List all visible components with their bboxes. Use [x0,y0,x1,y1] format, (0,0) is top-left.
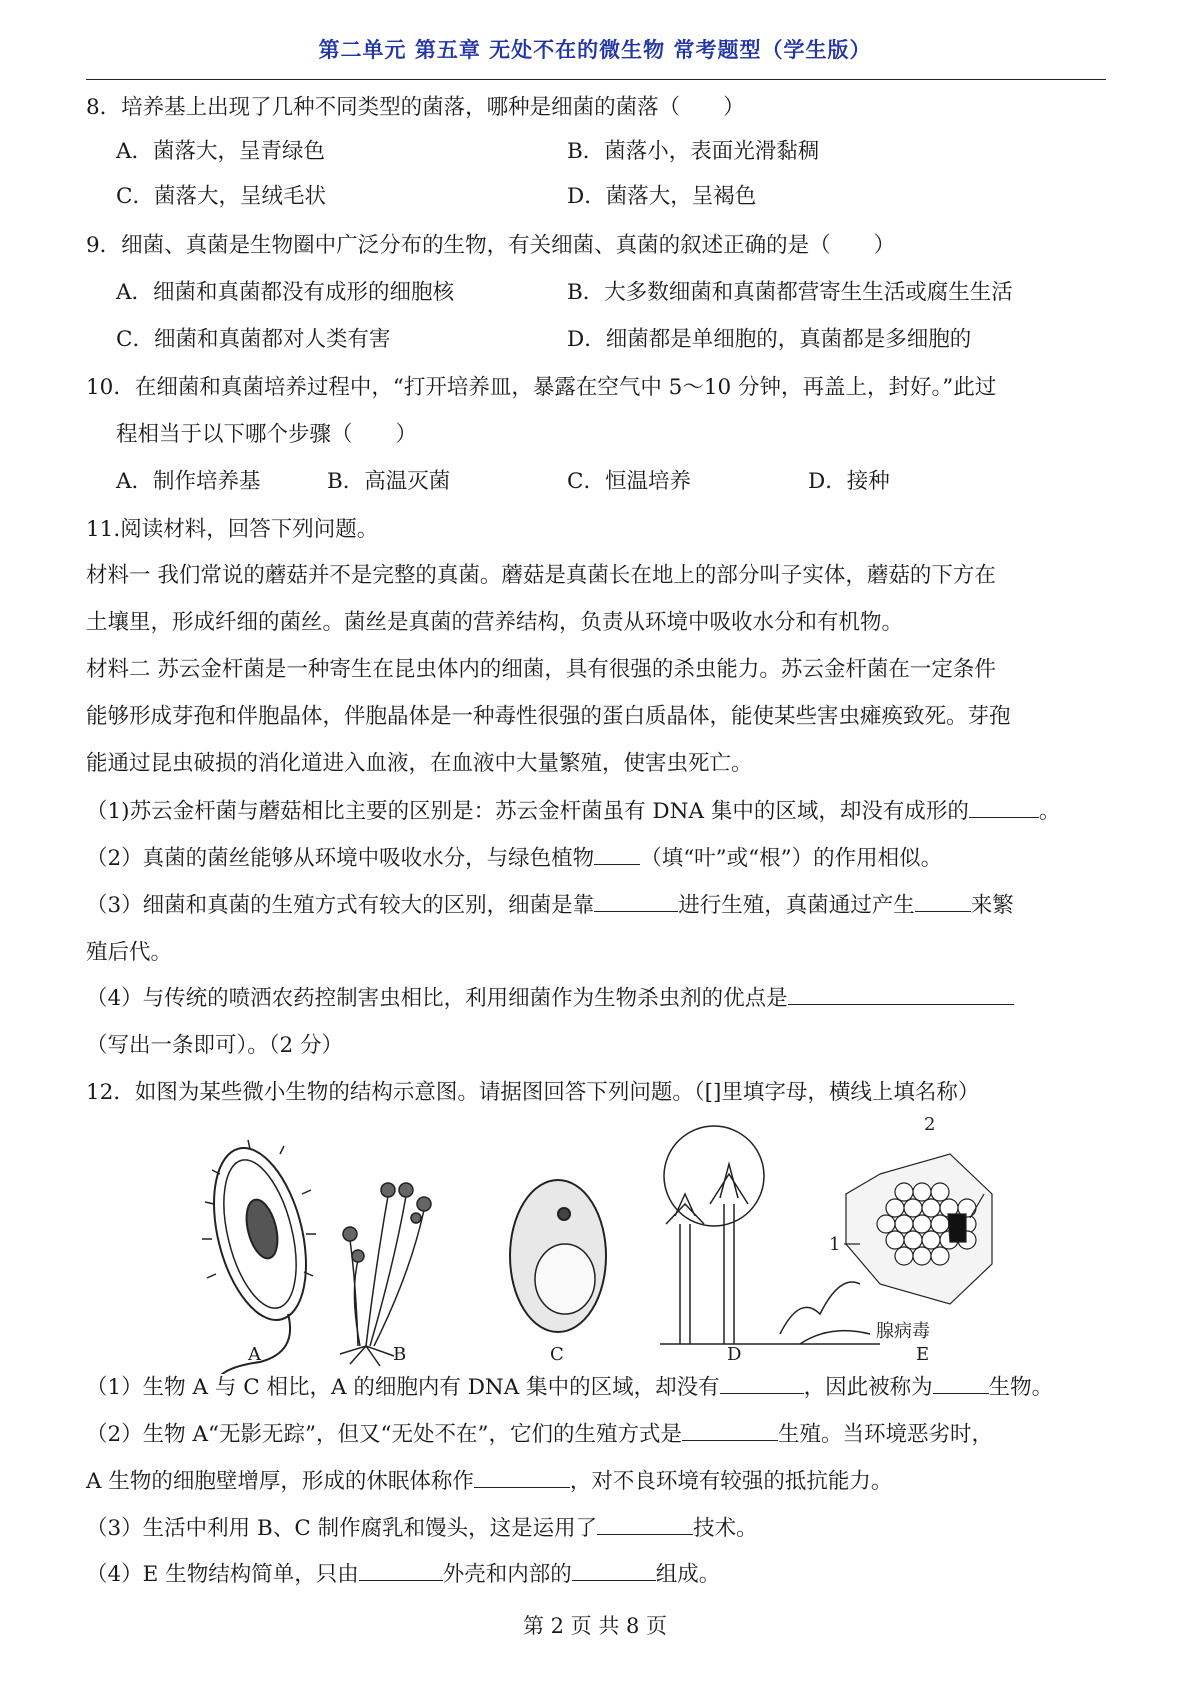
q11-sub-1-end: 。 [1038,799,1061,824]
q12-sub-2-end: 生殖。当环境恶劣时， [778,1422,994,1447]
q12-sub-2 [86,1422,993,1448]
figure-label-b: B [393,1344,407,1365]
q12-sub-3-end: 技术。 [693,1516,758,1541]
q10-stem-line-1: 10．在细菌和真菌培养过程中，“打开培养皿，暴露在空气中 5～10 分钟，再盖上，封好。”此过 [86,375,997,400]
q11-sub-4 [86,986,1014,1012]
q11-sub-3-mid: 进行生殖，真菌通过产生 [678,893,915,918]
yeast-drawing [510,1180,606,1332]
answer-blank[interactable] [720,1375,804,1394]
answer-blank[interactable] [933,1375,989,1394]
header-divider [86,79,1106,80]
answer-blank[interactable] [474,1469,570,1488]
q12-sub-1 [86,1375,1053,1401]
q12-sub-1-end: 生物。 [988,1375,1054,1400]
adenovirus-drawing [844,1154,992,1304]
page-header-title: 第二单元 第五章 无处不在的微生物 常考题型（学生版） [318,38,872,62]
q12-sub-2-line-2 [86,1469,892,1495]
answer-blank[interactable] [594,846,640,865]
q12-sub-4-end: 组成。 [655,1562,721,1587]
q9-stem: 9．细菌、真菌是生物圈中广泛分布的生物，有关细菌、真菌的叙述正确的是（ ） [86,233,896,258]
answer-blank[interactable] [788,986,1014,1005]
virus-label-2: 2 [924,1114,936,1135]
q11-sub-2-end: （填“叶”或“根”）的作用相似。 [640,846,943,871]
q11-stem: 11.阅读材料，回答下列问题。 [86,517,379,542]
q10-option-c: C．恒温培养 [567,469,691,494]
q10-option-d: D．接种 [808,469,890,494]
answer-blank[interactable] [359,1562,443,1581]
q11-material-1-line-1: 材料一 我们常说的蘑菇并不是完整的真菌。蘑菇是真菌长在地上的部分叫子实体，蘑菇的下方在 [86,563,996,588]
figure-label-c: C [550,1344,564,1365]
q12-sub-1-text: （1）生物 A 与 C 相比，A 的细胞内有 DNA 集中的区域，却没有 [86,1375,720,1400]
answer-blank[interactable] [594,893,678,912]
q11-sub-3-line-2: 殖后代。 [86,940,173,965]
answer-blank[interactable] [969,799,1039,818]
q12-stem: 12．如图为某些微小生物的结构示意图。请据图回答下列问题。（[]里填字母，横线上填名称） [86,1080,980,1105]
bacterium-drawing [198,1138,322,1374]
q9-option-d: D．细菌都是单细胞的，真菌都是多细胞的 [567,327,972,352]
q8-option-c: C．菌落大，呈绒毛状 [116,184,326,209]
q12-sub-3 [86,1516,758,1542]
figure-label-a: A [248,1344,261,1365]
q10-option-a: A．制作培养基 [116,469,261,494]
q12-sub-3-text: （3）生活中利用 B、C 制作腐乳和馒头，这是运用了 [86,1516,598,1541]
q11-sub-1-text: （1)苏云金杆菌与蘑菇相比主要的区别是：苏云金杆菌虽有 DNA 集中的区域，却没有成形的 [86,799,969,824]
answer-blank[interactable] [597,1516,693,1535]
q11-sub-3-text: （3）细菌和真菌的生殖方式有较大的区别，细菌是靠 [86,893,595,918]
q8-stem: 8．培养基上出现了几种不同类型的菌落，哪种是细菌的菌落（ ） [86,95,745,120]
q12-sub-4-mid: 外壳和内部的 [442,1562,572,1587]
q12-sub-2-text: （2）生物 A“无影无踪”，但又“无处不在”，它们的生殖方式是 [86,1422,683,1447]
answer-blank[interactable] [682,1422,778,1441]
q12-sub-2-line-2-end: ，对不良环境有较强的抵抗能力。 [569,1469,893,1494]
q9-option-c: C．细菌和真菌都对人类有害 [116,327,391,352]
q11-sub-3 [86,893,1014,919]
mold-drawing [340,1183,431,1366]
q11-sub-2 [86,846,942,872]
q8-option-d: D．菌落大，呈褐色 [567,184,757,209]
q12-sub-2-line-2-text: A 生物的细胞壁增厚，形成的休眠体称作 [86,1469,474,1494]
answer-blank[interactable] [572,1562,656,1581]
figure-label-e: E [916,1344,930,1365]
q12-sub-4-text: （4）E 生物结构简单，只由 [86,1562,359,1587]
page-number: 第 2 页 共 8 页 [522,1614,668,1638]
q8-option-b: B．菌落小，表面光滑黏稠 [567,139,820,164]
answer-blank[interactable] [915,893,971,912]
q11-sub-1 [86,799,1060,825]
microorganism-figure [180,1114,1120,1374]
q10-stem-line-2: 程相当于以下哪个步骤（ ） [116,422,418,447]
q11-material-2-line-3: 能通过昆虫破损的消化道进入血液，在血液中大量繁殖，使害虫死亡。 [86,751,753,776]
q11-material-2-line-1: 材料二 苏云金杆菌是一种寄生在昆虫体内的细菌，具有很强的杀虫能力。苏云金杆菌在一定条件 [86,657,996,682]
q11-sub-2-text: （2）真菌的菌丝能够从环境中吸收水分，与绿色植物 [86,846,595,871]
q11-material-1-line-2: 土壤里，形成纤细的菌丝。菌丝是真菌的营养结构，负责从环境中吸收水分和有机物。 [86,610,904,635]
q11-sub-4-text: （4）与传统的喷洒农药控制害虫相比，利用细菌作为生物杀虫剂的优点是 [86,986,788,1011]
q11-material-2-line-2: 能够形成芽孢和伴胞晶体，伴胞晶体是一种毒性很强的蛋白质晶体，能使某些害虫瘫痪致死。芽孢 [86,704,1011,729]
virus-label-1: 1 [829,1234,841,1255]
q10-option-b: B．高温灭菌 [327,469,451,494]
virus-caption: 腺病毒 [876,1321,930,1342]
figure-label-d: D [727,1344,742,1365]
q11-sub-4-line-2: （写出一条即可）。（2 分） [86,1033,344,1058]
q9-option-b: B．大多数细菌和真菌都营寄生生活或腐生生活 [567,280,1013,305]
q11-sub-3-end: 来繁 [970,893,1014,918]
q12-sub-4 [86,1562,720,1588]
q9-option-a: A．细菌和真菌都没有成形的细胞核 [116,280,455,305]
q8-option-a: A．菌落大，呈青绿色 [116,139,326,164]
q12-sub-1-mid: ，因此被称为 [803,1375,933,1400]
